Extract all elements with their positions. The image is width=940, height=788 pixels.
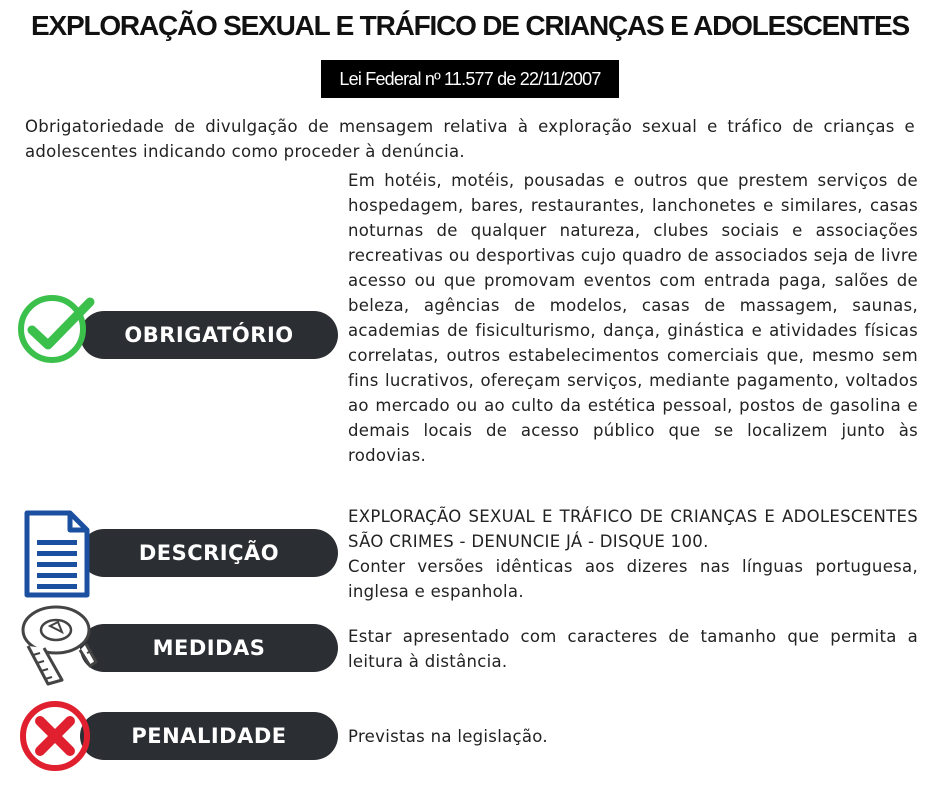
page-title: EXPLORAÇÃO SEXUAL E TRÁFICO DE CRIANÇAS E ADOLESCENTES: [31, 10, 909, 41]
obrigatorio-label: OBRIGATÓRIO: [80, 311, 338, 359]
cross-icon: [18, 698, 98, 778]
intro-paragraph: Obrigatoriedade de divulgação de mensagem relativa à exploração sexual e tráfico de crianças e adolescentes indicando como proceder à denúncia.: [25, 117, 915, 161]
descricao-text-crimes: EXPLORAÇÃO SEXUAL E TRÁFICO DE CRIANÇAS E ADOLESCENTES SÃO CRIMES - DENUNCIE JÁ - DISQUE 100.: [348, 507, 918, 551]
law-reference-badge: Lei Federal nº 11.577 de 22/11/2007: [321, 60, 619, 98]
penalidade-text: Previstas na legislação.: [348, 727, 548, 746]
descricao-label: DESCRIÇÃO: [80, 529, 338, 577]
document-icon: [24, 510, 90, 598]
medidas-label: MEDIDAS: [80, 624, 338, 672]
descricao-text-linguas: Conter versões idênticas aos dizeres nas línguas portuguesa, inglesa e espanhola.: [348, 557, 918, 601]
penalidade-label: PENALIDADE: [80, 712, 338, 760]
medidas-text: Estar apresentado com caracteres de tamanho que permita a leitura à distância.: [348, 627, 918, 671]
obrigatorio-text: Em hotéis, motéis, pousadas e outros que prestem serviços de hospedagem, bares, restaurantes, lanchonetes e similares, casas noturnas de qualquer natureza, clubes sociais e associações recreativas ou desportivas cujo quadro de associados seja de livre acesso ou que promovam eventos com entrada paga, salões de beleza, agências de modelos, casas de massagem, saunas, academias de fisiculturismo, dança, ginástica e atividades físicas correlatas, outros estabelecimentos comerciais que, mesmo sem fins lucrativos, ofereçam serviços, mediante pagamento, voltados ao mercado ou ao culto da estética pessoal, postos de gasolina e demais locais de acesso público que se localizem junto às rodovias.: [348, 171, 918, 465]
measuring-tape-icon: [18, 602, 98, 694]
checkmark-icon: [16, 292, 96, 364]
